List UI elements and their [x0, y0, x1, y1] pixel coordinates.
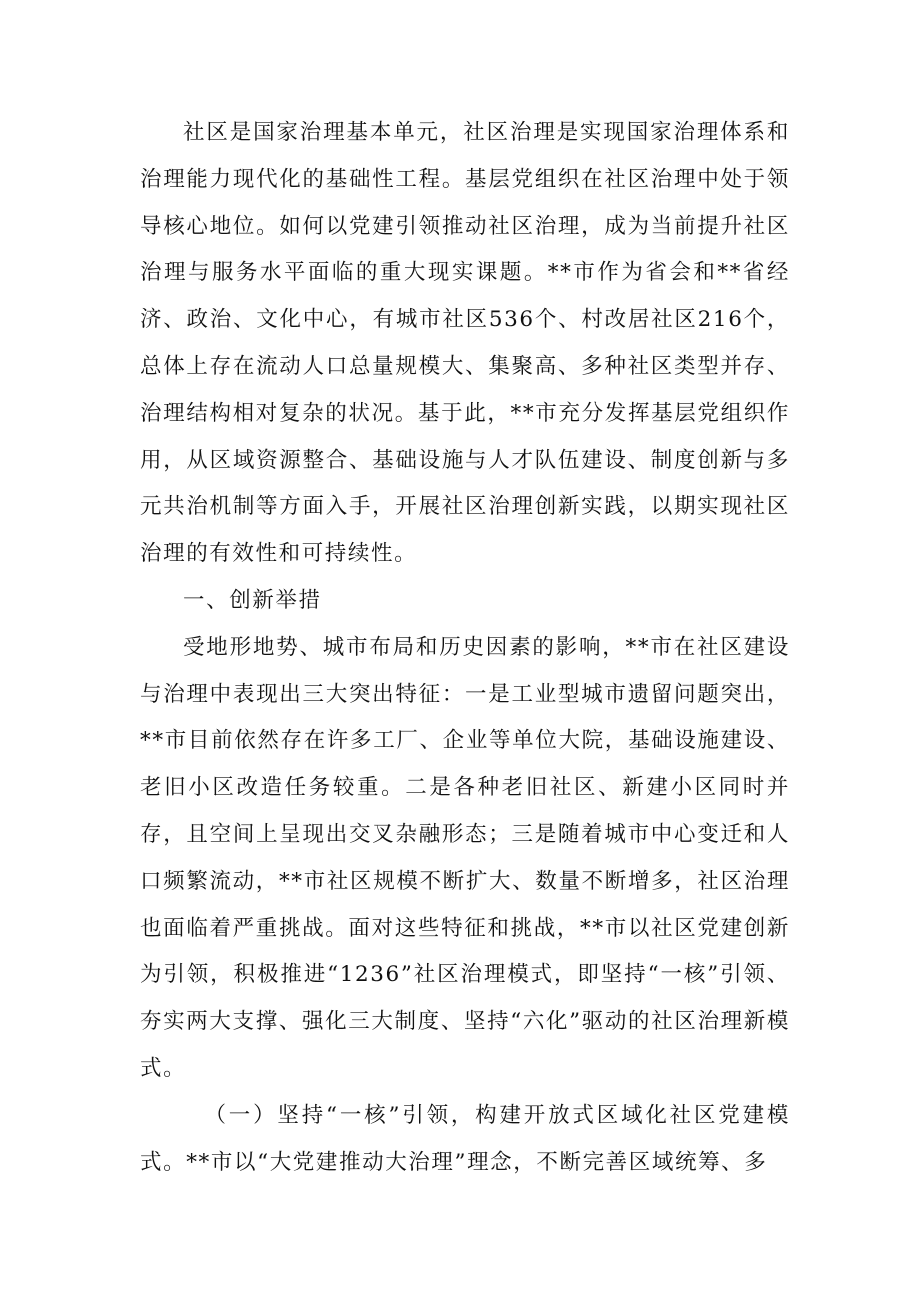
section-heading: 一、创新举措 — [183, 587, 322, 613]
section-paragraph: 受地形地势、城市布局和历史因素的影响，**市在社区建设与治理中表现出三大突出特征：一是工业型城市遗留问题突出，**市目前依然存在许多工厂、企业等单位大院，基础设施建设、老旧小区改造任务较重。二是各种老旧社区、新建小区同时并存，且空间上呈现出交叉杂融形态；三是随着城市中心变迁和人口频繁流动，**市社区规模不断扩大、数量不断增多，社区治理也面临着严重挑战。面对这些特征和挑战，**市以社区党建创新为引领，积极推进“1236”社区治理模式，即坚持“一核”引领、夯实两大支撑、强化三大制度、坚持“六化”驱动的社区治理新模式。 — [140, 634, 790, 1081]
document-body — [140, 110, 790, 1186]
intro-paragraph: 社区是国家治理基本单元，社区治理是实现国家治理体系和治理能力现代化的基础性工程。基层党组织在社区治理中处于领导核心地位。如何以党建引领推动社区治理，成为当前提升社区治理与服务水平面临的重大现实课题。**市作为省会和**省经济、政治、文化中心，有城市社区536个、村改居社区216个，总体上存在流动人口总量规模大、集聚高、多种社区类型并存、治理结构相对复杂的状况。基于此，**市充分发挥基层党组织作用，从区域资源整合、基础设施与人才队伍建设、制度创新与多元共治机制等方面入手，开展社区治理创新实践，以期实现社区治理的有效性和可持续性。 — [140, 120, 790, 567]
subsection-paragraph: （一）坚持“一核”引领，构建开放式区域化社区党建模式。**市以“大党建推动大治理”理念，不断完善区域统筹、多 — [140, 1102, 790, 1175]
